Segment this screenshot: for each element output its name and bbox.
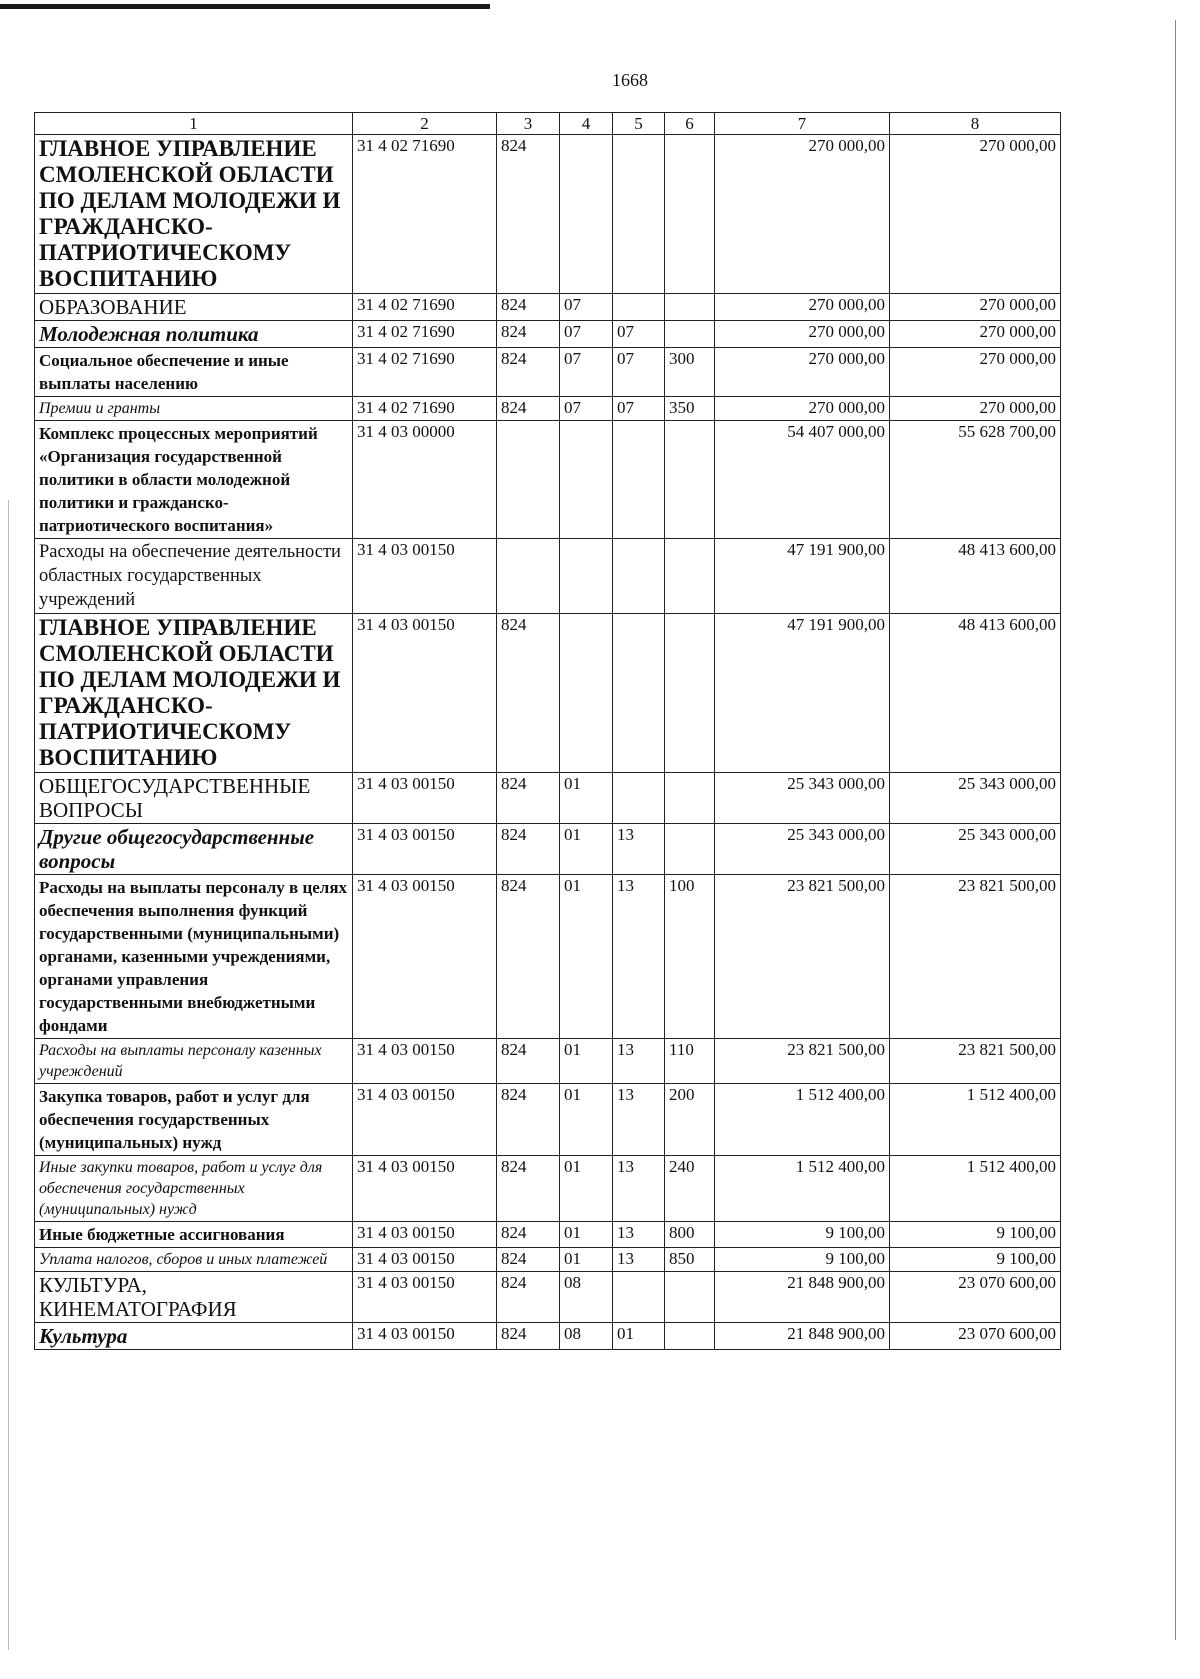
target-code-cell: 31 4 03 00150 [353, 1323, 497, 1350]
scan-edge-line [1175, 20, 1176, 1640]
section-code-cell [560, 135, 613, 294]
amount-year2-cell: 9 100,00 [890, 1248, 1061, 1272]
amount-year1-cell: 23 821 500,00 [715, 1039, 890, 1084]
header-cell: 7 [715, 113, 890, 135]
header-cell: 8 [890, 113, 1061, 135]
subsection-code-cell: 07 [613, 397, 665, 421]
expense-type-cell: 800 [665, 1222, 715, 1248]
department-code-cell: 824 [497, 321, 560, 348]
subsection-code-cell [613, 773, 665, 824]
subsection-code-cell: 13 [613, 1222, 665, 1248]
budget-table [34, 112, 1061, 1350]
expense-type-cell [665, 135, 715, 294]
amount-year2-cell: 25 343 000,00 [890, 773, 1061, 824]
header-cell: 2 [353, 113, 497, 135]
amount-year2-cell: 270 000,00 [890, 348, 1061, 397]
department-code-cell [497, 539, 560, 614]
section-code-cell: 01 [560, 1039, 613, 1084]
subsection-code-cell: 13 [613, 824, 665, 875]
subsection-code-cell: 13 [613, 1156, 665, 1222]
amount-year1-cell: 9 100,00 [715, 1222, 890, 1248]
expense-type-cell [665, 773, 715, 824]
expense-type-cell [665, 294, 715, 321]
header-cell: 5 [613, 113, 665, 135]
table-row [35, 348, 1061, 397]
table-row [35, 1248, 1061, 1272]
section-code-cell: 07 [560, 321, 613, 348]
amount-year1-cell: 270 000,00 [715, 135, 890, 294]
row-name-cell: Культура [35, 1323, 353, 1350]
expense-type-cell: 240 [665, 1156, 715, 1222]
target-code-cell: 31 4 03 00150 [353, 1156, 497, 1222]
department-code-cell: 824 [497, 294, 560, 321]
amount-year2-cell: 1 512 400,00 [890, 1084, 1061, 1156]
target-code-cell: 31 4 02 71690 [353, 348, 497, 397]
subsection-code-cell [613, 1272, 665, 1323]
amount-year2-cell: 23 070 600,00 [890, 1272, 1061, 1323]
row-name-cell: Расходы на обеспечение деятельности областных государственных учреждений [35, 539, 353, 614]
department-code-cell: 824 [497, 397, 560, 421]
subsection-code-cell: 13 [613, 1084, 665, 1156]
amount-year2-cell: 25 343 000,00 [890, 824, 1061, 875]
amount-year1-cell: 1 512 400,00 [715, 1084, 890, 1156]
section-code-cell: 01 [560, 875, 613, 1039]
amount-year1-cell: 21 848 900,00 [715, 1272, 890, 1323]
amount-year2-cell: 1 512 400,00 [890, 1156, 1061, 1222]
table-row [35, 1272, 1061, 1323]
department-code-cell: 824 [497, 1272, 560, 1323]
table-row [35, 539, 1061, 614]
row-name-cell: Другие общегосударственные вопросы [35, 824, 353, 875]
amount-year2-cell: 55 628 700,00 [890, 421, 1061, 539]
target-code-cell: 31 4 03 00150 [353, 773, 497, 824]
row-name-cell: Расходы на выплаты персоналу в целях обеспечения выполнения функций государственными (муниципальными) органами, казенными учреждениями, органами управления государственными внебюджетными фондами [35, 875, 353, 1039]
department-code-cell: 824 [497, 824, 560, 875]
scan-edge-line-left [8, 500, 9, 1650]
department-code-cell: 824 [497, 348, 560, 397]
amount-year2-cell: 48 413 600,00 [890, 614, 1061, 773]
department-code-cell: 824 [497, 875, 560, 1039]
subsection-code-cell [613, 135, 665, 294]
department-code-cell: 824 [497, 1156, 560, 1222]
table-row [35, 773, 1061, 824]
section-code-cell: 08 [560, 1272, 613, 1323]
amount-year2-cell: 23 070 600,00 [890, 1323, 1061, 1350]
target-code-cell: 31 4 03 00150 [353, 1084, 497, 1156]
expense-type-cell [665, 1272, 715, 1323]
subsection-code-cell [613, 539, 665, 614]
row-name-cell: Уплата налогов, сборов и иных платежей [35, 1248, 353, 1272]
amount-year2-cell: 270 000,00 [890, 294, 1061, 321]
amount-year1-cell: 47 191 900,00 [715, 539, 890, 614]
target-code-cell: 31 4 03 00150 [353, 1039, 497, 1084]
top-scan-bar [0, 4, 490, 9]
header-row [35, 113, 1061, 135]
amount-year1-cell: 270 000,00 [715, 321, 890, 348]
table-row [35, 824, 1061, 875]
section-code-cell: 01 [560, 1222, 613, 1248]
amount-year1-cell: 25 343 000,00 [715, 773, 890, 824]
subsection-code-cell: 07 [613, 321, 665, 348]
target-code-cell: 31 4 03 00150 [353, 1248, 497, 1272]
target-code-cell: 31 4 03 00150 [353, 824, 497, 875]
amount-year1-cell: 21 848 900,00 [715, 1323, 890, 1350]
section-code-cell: 01 [560, 773, 613, 824]
section-code-cell: 01 [560, 824, 613, 875]
subsection-code-cell [613, 614, 665, 773]
target-code-cell: 31 4 02 71690 [353, 397, 497, 421]
row-name-cell: ГЛАВНОЕ УПРАВЛЕНИЕ СМОЛЕНСКОЙ ОБЛАСТИ ПО ДЕЛАМ МОЛОДЕЖИ И ГРАЖДАНСКО-ПАТРИОТИЧЕСКОМУ ВОСПИТАНИЮ [35, 135, 353, 294]
target-code-cell: 31 4 03 00150 [353, 875, 497, 1039]
department-code-cell: 824 [497, 1323, 560, 1350]
section-code-cell: 07 [560, 348, 613, 397]
table-row [35, 1039, 1061, 1084]
department-code-cell [497, 421, 560, 539]
amount-year1-cell: 25 343 000,00 [715, 824, 890, 875]
table-row [35, 397, 1061, 421]
subsection-code-cell: 13 [613, 875, 665, 1039]
expense-type-cell [665, 539, 715, 614]
expense-type-cell [665, 421, 715, 539]
amount-year2-cell: 270 000,00 [890, 321, 1061, 348]
table-row [35, 875, 1061, 1039]
amount-year2-cell: 270 000,00 [890, 135, 1061, 294]
row-name-cell: КУЛЬТУРА, КИНЕМАТОГРАФИЯ [35, 1272, 353, 1323]
table-row [35, 1156, 1061, 1222]
amount-year1-cell: 23 821 500,00 [715, 875, 890, 1039]
target-code-cell: 31 4 02 71690 [353, 135, 497, 294]
table-row [35, 421, 1061, 539]
expense-type-cell: 100 [665, 875, 715, 1039]
table-row [35, 1222, 1061, 1248]
subsection-code-cell [613, 294, 665, 321]
expense-type-cell: 850 [665, 1248, 715, 1272]
amount-year1-cell: 47 191 900,00 [715, 614, 890, 773]
row-name-cell: Молодежная политика [35, 321, 353, 348]
row-name-cell: ГЛАВНОЕ УПРАВЛЕНИЕ СМОЛЕНСКОЙ ОБЛАСТИ ПО ДЕЛАМ МОЛОДЕЖИ И ГРАЖДАНСКО-ПАТРИОТИЧЕСКОМУ ВОСПИТАНИЮ [35, 614, 353, 773]
row-name-cell: Социальное обеспечение и иные выплаты населению [35, 348, 353, 397]
amount-year2-cell: 270 000,00 [890, 397, 1061, 421]
amount-year1-cell: 54 407 000,00 [715, 421, 890, 539]
department-code-cell: 824 [497, 773, 560, 824]
table-row [35, 294, 1061, 321]
amount-year1-cell: 1 512 400,00 [715, 1156, 890, 1222]
table-row [35, 321, 1061, 348]
expense-type-cell: 300 [665, 348, 715, 397]
department-code-cell: 824 [497, 1039, 560, 1084]
section-code-cell: 01 [560, 1248, 613, 1272]
amount-year2-cell: 9 100,00 [890, 1222, 1061, 1248]
department-code-cell: 824 [497, 135, 560, 294]
expense-type-cell [665, 1323, 715, 1350]
section-code-cell: 08 [560, 1323, 613, 1350]
table-row [35, 614, 1061, 773]
subsection-code-cell: 13 [613, 1039, 665, 1084]
subsection-code-cell: 07 [613, 348, 665, 397]
target-code-cell: 31 4 02 71690 [353, 321, 497, 348]
amount-year2-cell: 23 821 500,00 [890, 1039, 1061, 1084]
expense-type-cell: 200 [665, 1084, 715, 1156]
target-code-cell: 31 4 03 00150 [353, 539, 497, 614]
department-code-cell: 824 [497, 614, 560, 773]
header-cell: 3 [497, 113, 560, 135]
expense-type-cell: 350 [665, 397, 715, 421]
amount-year2-cell: 48 413 600,00 [890, 539, 1061, 614]
section-code-cell: 01 [560, 1156, 613, 1222]
amount-year1-cell: 270 000,00 [715, 397, 890, 421]
section-code-cell: 07 [560, 397, 613, 421]
target-code-cell: 31 4 03 00150 [353, 614, 497, 773]
expense-type-cell [665, 614, 715, 773]
subsection-code-cell: 13 [613, 1248, 665, 1272]
section-code-cell [560, 421, 613, 539]
row-name-cell: ОБРАЗОВАНИЕ [35, 294, 353, 321]
department-code-cell: 824 [497, 1084, 560, 1156]
row-name-cell: Иные бюджетные ассигнования [35, 1222, 353, 1248]
subsection-code-cell: 01 [613, 1323, 665, 1350]
expense-type-cell: 110 [665, 1039, 715, 1084]
header-cell: 1 [35, 113, 353, 135]
amount-year2-cell: 23 821 500,00 [890, 875, 1061, 1039]
table-row [35, 1323, 1061, 1350]
section-code-cell [560, 539, 613, 614]
amount-year1-cell: 9 100,00 [715, 1248, 890, 1272]
target-code-cell: 31 4 03 00150 [353, 1272, 497, 1323]
amount-year1-cell: 270 000,00 [715, 348, 890, 397]
header-cell: 4 [560, 113, 613, 135]
amount-year1-cell: 270 000,00 [715, 294, 890, 321]
page-number: 1668 [612, 70, 648, 90]
expense-type-cell [665, 321, 715, 348]
row-name-cell: Комплекс процессных мероприятий «Организация государственной политики в области молодежной политики и гражданско-патриотического воспитания» [35, 421, 353, 539]
row-name-cell: ОБЩЕГОСУДАРСТВЕННЫЕ ВОПРОСЫ [35, 773, 353, 824]
section-code-cell [560, 614, 613, 773]
target-code-cell: 31 4 03 00000 [353, 421, 497, 539]
section-code-cell: 07 [560, 294, 613, 321]
row-name-cell: Расходы на выплаты персоналу казенных учреждений [35, 1039, 353, 1084]
department-code-cell: 824 [497, 1222, 560, 1248]
header-cell: 6 [665, 113, 715, 135]
section-code-cell: 01 [560, 1084, 613, 1156]
row-name-cell: Премии и гранты [35, 397, 353, 421]
department-code-cell: 824 [497, 1248, 560, 1272]
subsection-code-cell [613, 421, 665, 539]
target-code-cell: 31 4 02 71690 [353, 294, 497, 321]
target-code-cell: 31 4 03 00150 [353, 1222, 497, 1248]
table-row [35, 1084, 1061, 1156]
table-row [35, 135, 1061, 294]
row-name-cell: Закупка товаров, работ и услуг для обеспечения государственных (муниципальных) нужд [35, 1084, 353, 1156]
row-name-cell: Иные закупки товаров, работ и услуг для обеспечения государственных (муниципальных) нужд [35, 1156, 353, 1222]
expense-type-cell [665, 824, 715, 875]
